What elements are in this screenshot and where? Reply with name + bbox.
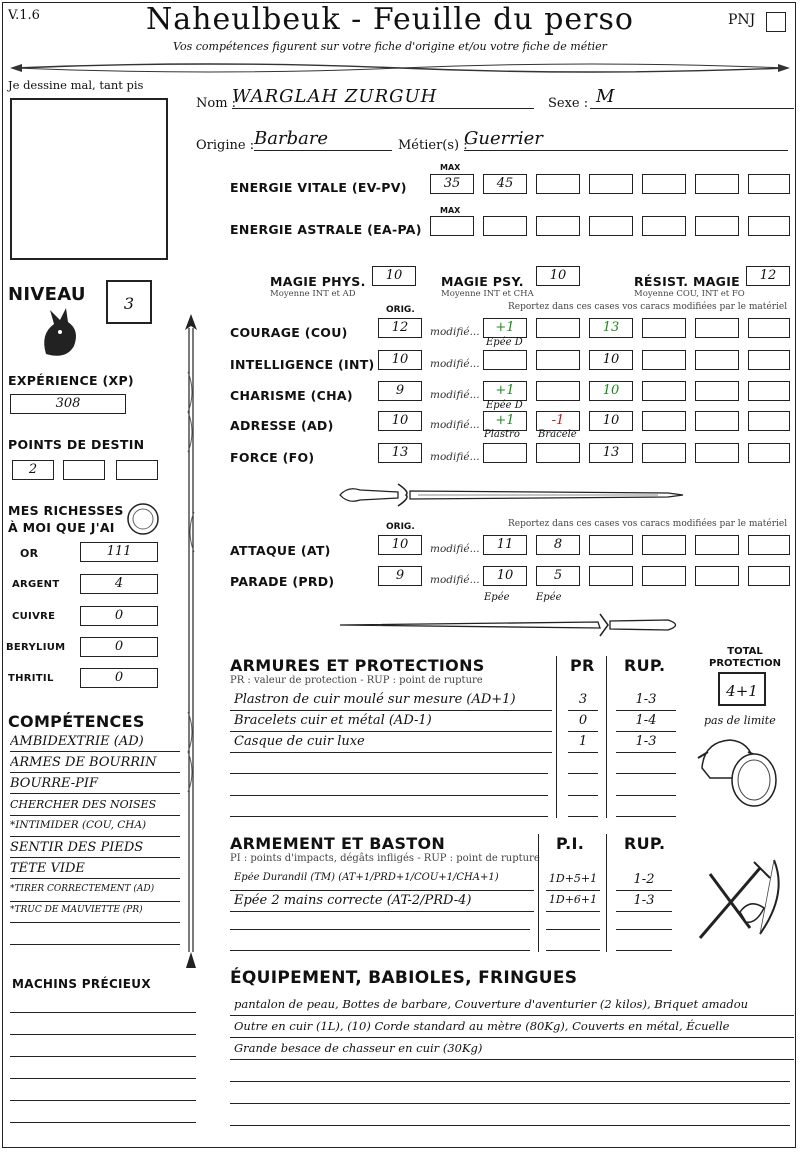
column-divider [556, 656, 557, 818]
machins-line[interactable] [10, 1100, 196, 1101]
carac-label: ADRESSE (AD) [230, 418, 334, 433]
column-divider [606, 656, 607, 818]
column-divider [606, 834, 607, 952]
ea-box[interactable] [536, 216, 580, 236]
competence-line[interactable]: CHERCHER DES NOISES [10, 798, 180, 816]
carac-orig-box[interactable]: 10 [378, 350, 422, 370]
carac-final-box[interactable]: 10 [589, 381, 633, 401]
armure-line[interactable] [230, 816, 548, 817]
carac-final-box[interactable]: 10 [589, 411, 633, 431]
carac-note: Reportez dans ces cases vos caracs modifiées par le matériel [508, 519, 788, 529]
armures-col-pr: PR [570, 656, 595, 675]
ev-box[interactable] [695, 174, 739, 194]
arme-line[interactable] [546, 929, 600, 930]
armure-pr: 0 [568, 713, 598, 732]
carac-mod-box[interactable] [536, 318, 580, 338]
ev-max-box[interactable]: 35 [430, 174, 474, 194]
carac-mod-box[interactable]: +1 [483, 318, 527, 338]
modifie-label: modifié... [430, 574, 480, 586]
header-vine-ornament [10, 56, 790, 80]
carac-box[interactable] [748, 350, 790, 370]
niveau-label: NIVEAU [8, 284, 86, 305]
carac-box[interactable] [695, 411, 739, 431]
carac-box[interactable] [748, 411, 790, 431]
equipement-line[interactable]: pantalon de peau, Bottes de barbare, Couverture d'aventurier (2 kilos), Briquet amadou [230, 997, 794, 1016]
sheet-subtitle: Vos compétences figurent sur votre fiche d'origine et/ou votre fiche de métier [173, 40, 607, 53]
resist-magie-label: RÉSIST. MAGIE [634, 274, 741, 289]
armement-sub: PI : points d'impacts, dégâts infligés - RUP : point de rupture [230, 853, 540, 864]
armure-line[interactable] [568, 773, 598, 774]
nom-field[interactable]: WARGLAH ZURGUH [232, 86, 534, 109]
modifie-label: modifié... [430, 419, 480, 431]
carac-final-box[interactable]: 13 [589, 443, 633, 463]
carac-final-box[interactable]: 10 [589, 350, 633, 370]
total-protection-box[interactable]: 4+1 [718, 672, 766, 706]
carac-label: COURAGE (COU) [230, 325, 348, 340]
armure-name: Casque de cuir luxe [230, 734, 552, 753]
combat-box[interactable] [695, 566, 739, 586]
coin-label: CUIVRE [12, 611, 56, 622]
carac-note: Reportez dans ces cases vos caracs modifiées par le matériel [508, 302, 788, 312]
combat-note: Epée [536, 592, 562, 603]
carac-orig-box[interactable]: 12 [378, 318, 422, 338]
arme-rup: 1-2 [616, 872, 672, 891]
competence-line[interactable]: ARMES DE BOURRIN [10, 755, 180, 773]
armure-line[interactable] [616, 816, 676, 817]
competence-line[interactable] [10, 944, 180, 945]
carac-mod-box[interactable] [536, 381, 580, 401]
machins-line[interactable] [10, 1012, 196, 1013]
total-protection-label: TOTAL PROTECTION [709, 646, 781, 669]
combat-box[interactable]: 11 [483, 535, 527, 555]
ea-label: ENERGIE ASTRALE (EA-PA) [230, 222, 422, 237]
competence-line[interactable]: BOURRE-PIF [10, 776, 180, 794]
orig-label: ORIG. [386, 522, 415, 532]
sexe-label: Sexe : [548, 96, 589, 111]
armure-name: Bracelets cuir et métal (AD-1) [230, 713, 552, 732]
modifie-label: modifié... [430, 326, 480, 338]
combat-box[interactable]: 8 [536, 535, 580, 555]
ea-box[interactable] [642, 216, 686, 236]
armure-line[interactable] [616, 773, 676, 774]
sheet-title: Naheulbeuk - Feuille du perso [146, 2, 634, 37]
magie-psy-box[interactable]: 10 [536, 266, 580, 286]
combat-box[interactable]: 10 [483, 566, 527, 586]
ea-box[interactable] [589, 216, 633, 236]
combat-box[interactable] [589, 535, 633, 555]
equipement-line[interactable]: Grande besace de chasseur en cuir (30Kg) [230, 1041, 794, 1060]
helmet-shield-icon [694, 728, 786, 810]
armure-line[interactable] [230, 773, 548, 774]
portrait-caption: Je dessine mal, tant pis [8, 78, 144, 92]
carac-box[interactable] [748, 318, 790, 338]
richesses-label: MES RICHESSES À MOI QUE J'AI [8, 503, 124, 535]
coin-icon [126, 502, 160, 536]
ea-box[interactable] [483, 216, 527, 236]
pnj-checkbox[interactable] [766, 12, 786, 32]
resist-magie-box[interactable]: 12 [746, 266, 790, 286]
arme-rup: 1-3 [616, 893, 672, 912]
carac-mod-box[interactable]: +1 [483, 411, 527, 431]
coin-label: BERYLIUM [6, 642, 66, 653]
equipement-line[interactable] [230, 1103, 790, 1104]
sword-icon [338, 478, 688, 512]
carac-orig-box[interactable]: 10 [378, 411, 422, 431]
magie-phys-label: MAGIE PHYS. [270, 274, 366, 289]
destin-label: POINTS DE DESTIN [8, 437, 145, 452]
origine-field[interactable]: Barbare [254, 128, 392, 151]
combat-orig-box[interactable]: 9 [378, 566, 422, 586]
magie-psy-sub: Moyenne INT et CHA [441, 289, 534, 299]
competence-line[interactable]: *TRUC DE MAUVIETTE (PR) [10, 905, 180, 923]
carac-box[interactable] [695, 443, 739, 463]
ea-max-box[interactable] [430, 216, 474, 236]
carac-box[interactable] [695, 318, 739, 338]
sexe-field[interactable]: M [590, 86, 794, 109]
portrait-box[interactable] [10, 98, 168, 260]
carac-box[interactable] [695, 381, 739, 401]
carac-box[interactable] [642, 443, 686, 463]
coin-label: ARGENT [12, 579, 60, 590]
carac-box[interactable] [642, 350, 686, 370]
coin-label: THRITIL [8, 673, 54, 684]
no-limit-note: pas de limite [704, 714, 776, 727]
metier-label: Métier(s) : [398, 138, 468, 153]
competence-line[interactable]: *INTIMIDER (COU, CHA) [10, 819, 180, 837]
carac-mod-box[interactable]: -1 [536, 411, 580, 431]
nom-label: Nom : [196, 96, 237, 111]
destin-box[interactable]: 2 [12, 460, 54, 480]
weapons-icon [690, 854, 788, 944]
coin-label: OR [20, 547, 39, 560]
armure-rup: 1-3 [616, 692, 676, 711]
armure-line[interactable] [568, 816, 598, 817]
carac-mod-note: Plastro [484, 429, 520, 440]
carac-box[interactable] [695, 350, 739, 370]
ev-box[interactable] [536, 174, 580, 194]
carac-mod-box[interactable] [483, 350, 527, 370]
modifie-label: modifié... [430, 358, 480, 370]
arme-line[interactable] [230, 929, 530, 930]
carac-box[interactable] [748, 381, 790, 401]
ev-current-box[interactable]: 45 [483, 174, 527, 194]
machins-line[interactable] [10, 1056, 196, 1057]
destin-box[interactable] [63, 460, 105, 480]
armure-rup: 1-4 [616, 713, 676, 732]
machins-line[interactable] [10, 1122, 196, 1123]
carac-mod-box[interactable] [536, 443, 580, 463]
dragon-icon [36, 304, 82, 362]
carac-box[interactable] [642, 381, 686, 401]
combat-box[interactable] [748, 535, 790, 555]
niveau-box[interactable]: 3 [106, 280, 152, 324]
carac-box[interactable] [642, 411, 686, 431]
carac-orig-box[interactable]: 13 [378, 443, 422, 463]
equipement-title: ÉQUIPEMENT, BABIOLES, FRINGUES [230, 968, 578, 988]
arme-name: Epée Durandil (TM) (AT+1/PRD+1/COU+1/CHA+1) [230, 872, 534, 891]
magie-psy-label: MAGIE PSY. [441, 274, 524, 289]
arme-pi: 1D+6+1 [546, 893, 600, 912]
carac-mod-note: Epée D [486, 337, 523, 348]
armure-line[interactable] [568, 795, 598, 796]
combat-label: PARADE (PRD) [230, 574, 335, 589]
modifie-label: modifié... [430, 543, 480, 555]
column-divider [538, 834, 539, 952]
competences-label: COMPÉTENCES [8, 712, 145, 731]
combat-orig-box[interactable]: 10 [378, 535, 422, 555]
equipement-line[interactable]: Outre en cuir (1L), (10) Corde standard au mètre (80Kg), Couverts en métal, Écuelle [230, 1019, 794, 1038]
coin-box[interactable]: 0 [80, 637, 158, 657]
destin-box[interactable] [116, 460, 158, 480]
competence-line[interactable]: AMBIDEXTRIE (AD) [10, 734, 180, 752]
arme-line[interactable] [616, 929, 672, 930]
xp-box[interactable]: 308 [10, 394, 126, 414]
machins-label: MACHINS PRÉCIEUX [12, 977, 151, 991]
carac-mod-box[interactable] [483, 443, 527, 463]
armures-col-rup: RUP. [624, 656, 666, 675]
ea-box[interactable] [748, 216, 790, 236]
equipement-line[interactable] [230, 1125, 790, 1126]
resist-magie-sub: Moyenne COU, INT et FO [634, 289, 745, 299]
modifie-label: modifié... [430, 451, 480, 463]
carac-label: CHARISME (CHA) [230, 388, 353, 403]
combat-note: Epée [484, 592, 510, 603]
arme-pi: 1D+5+1 [546, 872, 600, 891]
armures-title: ARMURES ET PROTECTIONS [230, 656, 485, 675]
ev-box[interactable] [642, 174, 686, 194]
equipement-line[interactable] [230, 1081, 790, 1082]
ev-box[interactable] [589, 174, 633, 194]
arme-name: Epée 2 mains correcte (AT-2/PRD-4) [230, 893, 534, 912]
arme-line[interactable] [546, 950, 600, 951]
ev-max-label: MAX [440, 163, 461, 172]
xp-label: EXPÉRIENCE (XP) [8, 373, 134, 388]
competence-line[interactable]: TÊTE VIDE [10, 861, 180, 879]
armure-pr: 1 [568, 734, 598, 753]
sword-icon [338, 608, 688, 642]
combat-box[interactable] [589, 566, 633, 586]
origine-label: Origine : [196, 138, 255, 153]
armure-name: Plastron de cuir moulé sur mesure (AD+1) [230, 692, 552, 711]
modifie-label: modifié... [430, 389, 480, 401]
coin-box[interactable]: 4 [80, 574, 158, 594]
competence-line[interactable]: *TIRER CORRECTEMENT (AD) [10, 884, 180, 902]
combat-box[interactable] [748, 566, 790, 586]
ea-box[interactable] [695, 216, 739, 236]
competence-line[interactable]: SENTIR DES PIEDS [10, 840, 180, 858]
arme-line[interactable] [230, 950, 530, 951]
ev-box[interactable] [748, 174, 790, 194]
metier-field[interactable]: Guerrier [464, 128, 788, 151]
carac-mod-box[interactable] [536, 350, 580, 370]
version-label: V.1.6 [8, 8, 40, 23]
carac-label: FORCE (FO) [230, 450, 315, 465]
spear-icon [180, 312, 202, 972]
combat-box[interactable] [642, 535, 686, 555]
magie-phys-sub: Moyenne INT et AD [270, 289, 356, 299]
pnj-label: PNJ [728, 12, 756, 28]
armure-pr: 3 [568, 692, 598, 711]
armure-line[interactable] [616, 795, 676, 796]
combat-box[interactable] [642, 566, 686, 586]
armement-col-pi: P.I. [556, 834, 585, 853]
orig-label: ORIG. [386, 305, 415, 315]
combat-box[interactable]: 5 [536, 566, 580, 586]
carac-mod-note: Bracele [538, 429, 577, 440]
coin-box[interactable]: 0 [80, 668, 158, 688]
carac-box[interactable] [748, 443, 790, 463]
machins-line[interactable] [10, 1078, 196, 1079]
armure-rup: 1-3 [616, 734, 676, 753]
arme-line[interactable] [616, 950, 672, 951]
carac-mod-note: Epée D [486, 400, 523, 411]
carac-final-box[interactable]: 13 [589, 318, 633, 338]
magie-phys-box[interactable]: 10 [372, 266, 416, 286]
carac-label: INTELLIGENCE (INT) [230, 357, 375, 372]
machins-line[interactable] [10, 1034, 196, 1035]
armures-sub: PR : valeur de protection - RUP : point de rupture [230, 675, 483, 686]
armure-line[interactable] [230, 795, 548, 796]
combat-box[interactable] [695, 535, 739, 555]
armement-title: ARMEMENT ET BASTON [230, 834, 446, 853]
coin-box[interactable]: 111 [80, 542, 158, 562]
carac-box[interactable] [642, 318, 686, 338]
ea-max-label: MAX [440, 206, 461, 215]
coin-box[interactable]: 0 [80, 606, 158, 626]
combat-label: ATTAQUE (AT) [230, 543, 331, 558]
ev-label: ENERGIE VITALE (EV-PV) [230, 180, 407, 195]
carac-orig-box[interactable]: 9 [378, 381, 422, 401]
carac-mod-box[interactable]: +1 [483, 381, 527, 401]
armement-col-rup: RUP. [624, 834, 666, 853]
